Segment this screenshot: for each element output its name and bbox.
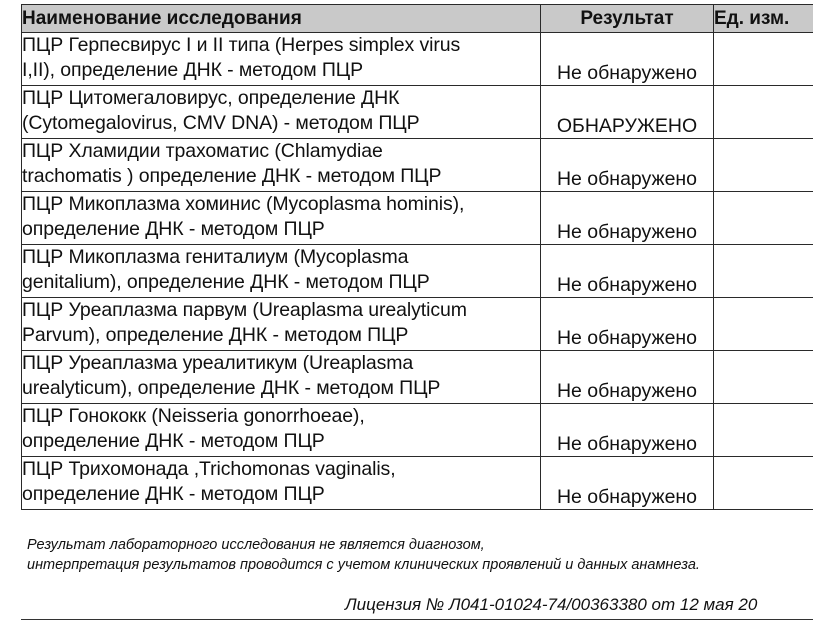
unit-cell: [714, 86, 813, 139]
test-name-line: Parvum), определение ДНК - методом ПЦР: [22, 324, 409, 346]
result-cell: Не обнаружено: [541, 139, 714, 192]
table-header-row: [22, 5, 813, 33]
unit-cell: [714, 298, 813, 351]
test-name-line: ПЦР Уреаплазма парвум (Ureaplasma urealyticum: [22, 299, 467, 321]
test-name-line: (Cytomegalovirus, CMV DNA) - методом ПЦР: [22, 112, 420, 134]
test-name-line: ПЦР Микоплазма гениталиум (Mycoplasma: [22, 246, 409, 268]
table-row: [22, 404, 813, 457]
test-name-line: определение ДНК - методом ПЦР: [22, 483, 325, 505]
test-name-line: ПЦР Цитомегаловирус, определение ДНК: [22, 87, 400, 109]
test-name-line: I,II), определение ДНК - методом ПЦР: [22, 59, 363, 81]
column-header-name: Наименование исследования: [22, 5, 541, 33]
result-cell: Не обнаружено: [541, 245, 714, 298]
test-name-line: ПЦР Гонококк (Neisseria gonorrhoeae),: [22, 405, 365, 427]
result-cell: Не обнаружено: [541, 404, 714, 457]
test-name-line: genitalium), определение ДНК - методом ПЦР: [22, 271, 430, 293]
column-header-result: Результат: [541, 5, 714, 33]
test-name-line: ПЦР Герпесвирус I и II типа (Herpes simplex virus: [22, 34, 461, 56]
test-name-line: ПЦР Трихомонада ,Trichomonas vaginalis,: [22, 458, 396, 480]
result-cell: Не обнаружено: [541, 351, 714, 404]
test-name-cell: [22, 139, 541, 192]
test-name-cell: [22, 351, 541, 404]
test-name-cell: [22, 457, 541, 510]
test-name-cell: [22, 245, 541, 298]
test-name-cell: [22, 192, 541, 245]
table-row: [22, 33, 813, 86]
result-cell: Не обнаружено: [541, 457, 714, 510]
test-name-line: ПЦР Хламидии трахоматис (Chlamydiae: [22, 140, 383, 162]
test-name-line: trachomatis ) определение ДНК - методом ПЦР: [22, 165, 442, 187]
table-row: [22, 457, 813, 510]
unit-cell: [714, 351, 813, 404]
test-name-line: urealyticum), определение ДНК - методом ПЦР: [22, 377, 441, 399]
test-name-line: ПЦР Уреаплазма уреалитикум (Ureaplasma: [22, 352, 414, 374]
result-cell: Не обнаружено: [541, 298, 714, 351]
result-cell: Не обнаружено: [541, 33, 714, 86]
results-table: [21, 4, 813, 510]
table-row: [22, 298, 813, 351]
result-cell: Не обнаружено: [541, 192, 714, 245]
unit-cell: [714, 245, 813, 298]
table-row: [22, 351, 813, 404]
unit-cell: [714, 33, 813, 86]
test-name-cell: [22, 33, 541, 86]
test-name-line: определение ДНК - методом ПЦР: [22, 430, 325, 452]
table-row: [22, 86, 813, 139]
test-name-line: определение ДНК - методом ПЦР: [22, 218, 325, 240]
footer-divider: [21, 619, 813, 620]
test-name-cell: [22, 298, 541, 351]
disclaimer-line: интерпретация результатов проводится с учетом клинических проявлений и данных анамнеза.: [27, 557, 700, 573]
unit-cell: [714, 457, 813, 510]
test-name-cell: [22, 404, 541, 457]
unit-cell: [714, 404, 813, 457]
table-row: [22, 192, 813, 245]
column-header-unit: Ед. изм.: [714, 5, 813, 33]
test-name-cell: [22, 86, 541, 139]
unit-cell: [714, 192, 813, 245]
disclaimer-line: Результат лабораторного исследования не является диагнозом,: [27, 537, 485, 553]
result-cell: ОБНАРУЖЕНО: [541, 86, 714, 139]
table-row: [22, 139, 813, 192]
test-name-line: ПЦР Микоплазма хоминис (Mycoplasma hominis),: [22, 193, 465, 215]
disclaimer-note: [27, 535, 700, 575]
license-text: Лицензия № Л041-01024-74/00363380 от 12 мая 20: [345, 595, 758, 614]
table-row: [22, 245, 813, 298]
unit-cell: [714, 139, 813, 192]
